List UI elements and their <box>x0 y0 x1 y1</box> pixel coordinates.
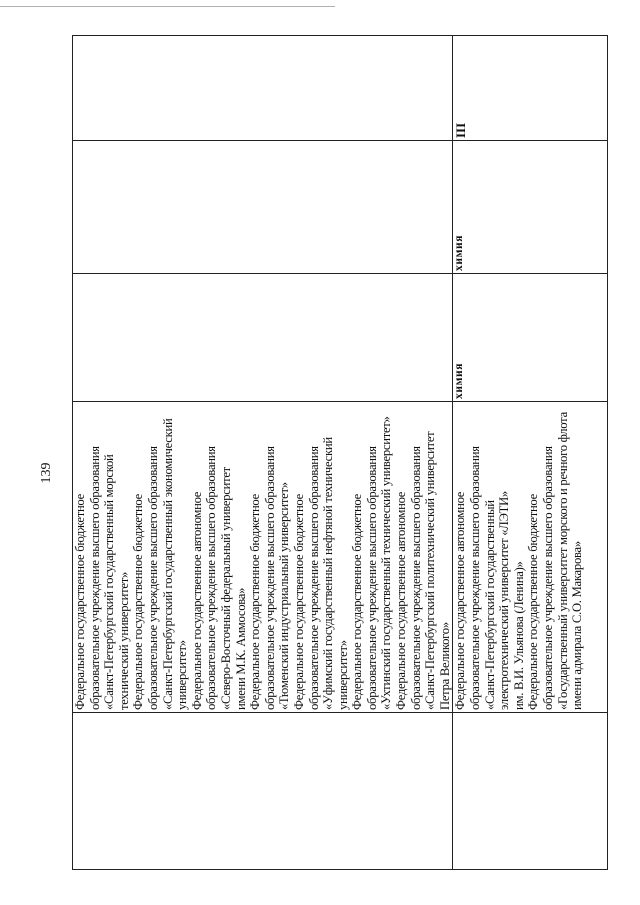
university-line: Федеральное государственное автономное <box>453 491 468 710</box>
subject-cell: химия <box>453 141 608 274</box>
table-row <box>73 36 453 870</box>
university-line: имени адмирала С.О. Макарова» <box>570 541 585 710</box>
olympiad-table <box>72 35 608 870</box>
university-line: имени М.К. Аммосова» <box>233 587 248 710</box>
university-line: образовательное учреждение высшего образования <box>204 446 219 710</box>
university-line: «Северо-Восточный федеральный университет <box>218 467 233 710</box>
university-line: «Санкт-Петербургский государственный экономический <box>160 418 175 710</box>
university-line: «Санкт-Петербургский государственный морской <box>102 454 117 710</box>
university-line: образовательное учреждение высшего образования <box>468 446 483 710</box>
university-line: Федеральное государственное бюджетное <box>131 494 146 710</box>
university-line: Федеральное государственное автономное <box>394 491 409 710</box>
table-row <box>453 36 608 870</box>
university-line: Федеральное государственное автономное <box>189 491 204 710</box>
university-line: университет» <box>175 640 190 710</box>
university-line: Петра Великого» <box>437 622 452 710</box>
university-line: Федеральное государственное бюджетное <box>291 494 306 710</box>
page-number: 139 <box>39 462 54 484</box>
university-line: «Ухтинский государственный технический университет» <box>379 416 394 710</box>
university-line: образовательное учреждение высшего образования <box>87 446 102 710</box>
university-line: образовательное учреждение высшего образования <box>262 446 277 710</box>
level-cell <box>73 36 453 141</box>
university-line: Федеральное государственное бюджетное <box>526 494 541 710</box>
university-line: Федеральное государственное бюджетное <box>350 494 365 710</box>
university-line: «Санкт-Петербургский политехнический университет <box>423 431 438 710</box>
empty-cell <box>73 713 453 870</box>
university-line: технический университет» <box>116 571 131 710</box>
universities-cell <box>453 402 608 713</box>
university-line: образовательное учреждение высшего образования <box>306 446 321 710</box>
university-line: им. В.И. Ульянова (Ленина)» <box>511 561 526 710</box>
university-line: образовательное учреждение высшего образования <box>145 446 160 710</box>
university-line: «Тюменский индустриальный университет» <box>277 482 292 710</box>
university-line: Федеральное государственное бюджетное <box>248 494 263 710</box>
university-line: «Государственный университет морского и речного флота <box>555 412 570 710</box>
empty-cell <box>453 713 608 870</box>
university-line: образовательное учреждение высшего образования <box>408 446 423 710</box>
rotated-table-wrapper <box>72 36 602 870</box>
university-line: «Санкт-Петербургский государственный <box>482 500 497 710</box>
university-line: образовательное учреждение высшего образования <box>541 446 555 710</box>
universities-cell <box>73 402 453 713</box>
table-frame <box>72 36 602 870</box>
scan-artifact-line <box>0 6 335 7</box>
university-line: электротехнический университет «ЛЭТИ» <box>497 491 512 710</box>
subject-cell: химия <box>453 274 608 402</box>
university-line: университет» <box>335 640 350 710</box>
university-line: образовательное учреждение высшего образования <box>364 446 379 710</box>
subject-cell <box>73 141 453 274</box>
university-line: Федеральное государственное бюджетное <box>73 494 87 710</box>
level-cell: III <box>453 36 608 141</box>
university-line: «Уфимский государственный нефтяной технический <box>321 437 336 710</box>
subject-cell <box>73 274 453 402</box>
